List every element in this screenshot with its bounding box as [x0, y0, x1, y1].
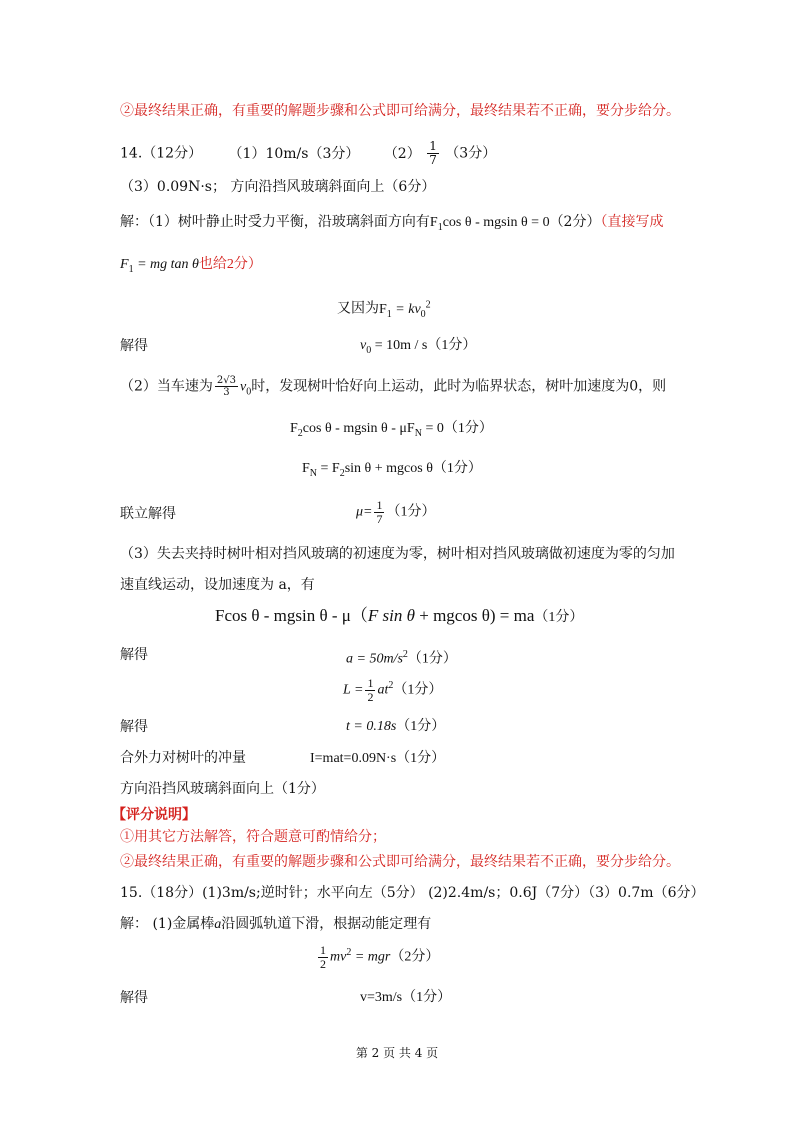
q15-eq-1: $\frac{1}{2}$ $mv^2 = mgr(2$分） [320, 943, 440, 971]
q14-eq-3: $F_2\cos$ θ - mgsin $\theta - \mu F_N = 0(1$分） [290, 421, 493, 439]
q14-answer-2-score: （3分） [445, 145, 497, 162]
q14-result-3-label: 解得 [120, 647, 148, 663]
q14-summary [120, 140, 496, 167]
q15-half-fraction: $\frac{1}{2}$ [320, 943, 326, 971]
q14-direction: 方向沿挡风玻璃斜面向上（1分） [120, 781, 325, 797]
q14-eq-1: $F_1\cos$ θ - mgsin θ = 0 [429, 215, 550, 233]
q14-part-3-line-2: 速直线运动，设加速度为 a，有 [120, 577, 315, 593]
q14-speed-fraction: $\frac{2√3}{3}$ [216, 375, 237, 398]
q14-eq-2: 又因为$F_1 = kv_0^2$ [337, 299, 431, 320]
q14-result-4: t = 0.18s（1分） [346, 719, 446, 734]
page-footer: 第 2 页 共 4 页 [355, 1046, 439, 1060]
q14-result-3: $a = 50m/s^2(1$分） [346, 649, 457, 667]
q14-eq-1-alt: $F_1$ = mg tan θ也给2分） [120, 257, 262, 275]
q14-solution-1-text: 解：（1）树叶静止时受力平衡，沿玻璃斜面方向有 [120, 214, 430, 230]
q14-answer-3: （3）0.09N·s； 方向沿挡风玻璃斜面向上（6分） [120, 179, 436, 195]
q14-mu-fraction: $\frac{1}{7}$ [376, 498, 383, 526]
q14-result-1: $v_0 = 10m / s(1$分） [360, 338, 477, 356]
q14-answer-1: （1）10m/s（3分） [228, 145, 360, 162]
scoring-note-2: ②最终结果正确，有重要的解题步骤和公式即可给满分，最终结果若不正确，要分步给分。 [120, 854, 680, 870]
q14-part-3-line-1: （3）失去夹持时树叶相对挡风玻璃的初速度为零，树叶相对挡风玻璃做初速度为零的匀加 [120, 546, 675, 562]
scoring-note-1: ①用其它方法解答，符合题意可酌情给分； [120, 829, 386, 845]
q15-result-1-label: 解得 [120, 990, 148, 1006]
q14-result-2-label: 联立解得 [120, 506, 176, 522]
q14-solution-1 [120, 213, 663, 237]
q14-number: 14.（12分） [120, 145, 203, 162]
q14-impulse: 合外力对树叶的冲量 I=mat=0.09N·s（1分） [120, 750, 446, 766]
q14-answer-2-fraction: $\frac{1}{7}$ [429, 139, 437, 167]
scoring-note-2-top: ②最终结果正确，有重要的解题步骤和公式即可给满分，最终结果若不正确，要分步给分。 [120, 103, 680, 119]
q15-result-1: v=3m/s（1分） [360, 990, 452, 1005]
q14-eq-6: L = $\frac{1}{2}$ $at^2(1$分） [343, 676, 443, 704]
q15-summary: 15.（18分）(1)3m/s;逆时针；水平向左（5分） (2)2.4m/s；0.6J（7分）（3）0.7m（6分） [120, 885, 705, 901]
q14-result-2: μ= $\frac{1}{7}$ （1分） [356, 498, 436, 526]
q15-solution-1: 解： (1)金属棒a沿圆弧轨道下滑，根据动能定理有 [120, 916, 432, 932]
q14-answer-2-label: （2） [383, 145, 421, 162]
q14-result-4-label: 解得 [120, 719, 148, 735]
q14-half-fraction: $\frac{1}{2}$ [367, 676, 374, 704]
q14-eq-5: Fcos θ - mgsin θ - μ（F sin θ + mgcos θ) = ma（1分） [215, 606, 584, 625]
q14-eq-1-note: （直接写成 [600, 214, 664, 230]
scoring-header: 【评分说明】 [112, 807, 196, 823]
q14-result-1-label: 解得 [120, 338, 148, 354]
q14-eq-4: $F_N = F_2\sin$ θ + mgcos θ（1分） [302, 461, 482, 479]
q14-eq-1-score: （2分） [549, 214, 601, 230]
q14-part-2: （2）当车速为 $\frac{2√3}{3}$ $v_0$时，发现树叶恰好向上运动，此时为临界状态，树叶加速度为0，则 [120, 375, 667, 398]
